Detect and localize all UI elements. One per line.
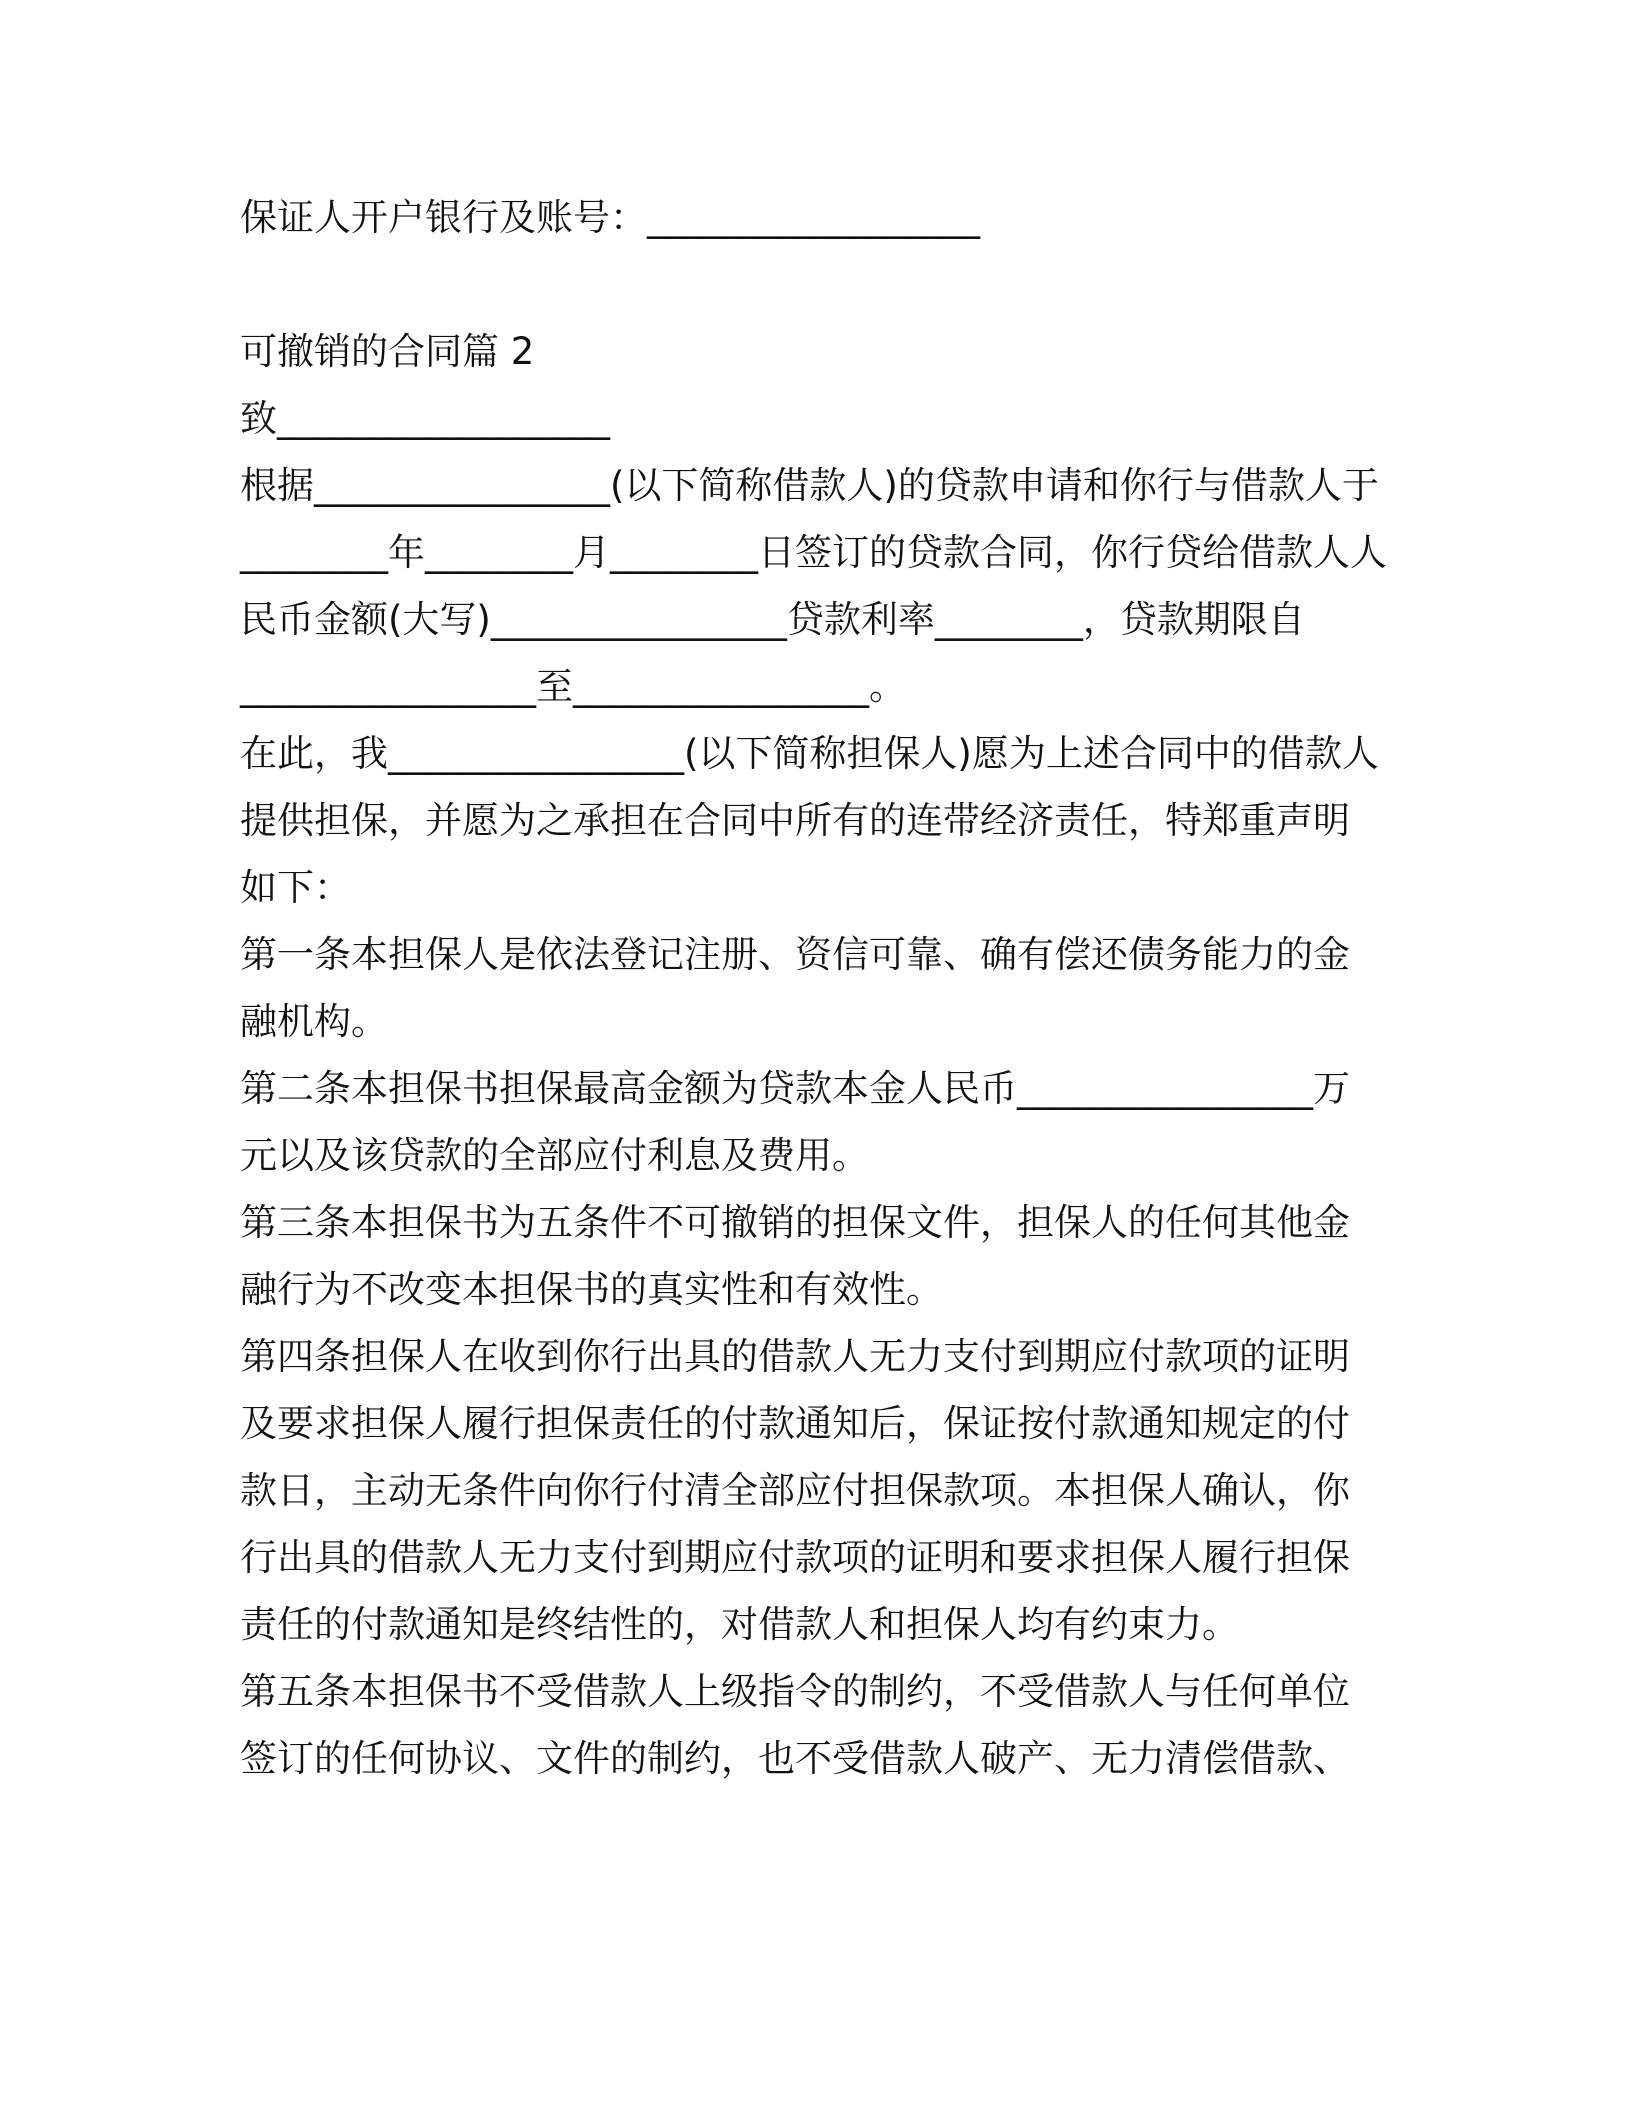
body-line: 行出具的借款人无力支付到期应付款项的证明和要求担保人履行担保	[240, 1536, 1350, 1579]
body-line: 第三条本担保书为五条件不可撤销的担保文件，担保人的任何其他金	[240, 1201, 1350, 1244]
guarantor-account-line: 保证人开户银行及账号：__________________	[240, 196, 980, 239]
body-line: 民币金额(大写)________________贷款利率________，贷款期限自	[240, 598, 1305, 641]
body-line: 第二条本担保书担保最高金额为贷款本金人民币________________万	[240, 1067, 1350, 1110]
body-line: 提供担保，并愿为之承担在合同中所有的连带经济责任，特郑重声明	[240, 799, 1350, 842]
body-line: ________年________月________日签订的贷款合同，你行贷给借款人人	[240, 531, 1387, 574]
body-line: 致__________________	[240, 397, 610, 440]
body-line: 融机构。	[240, 1000, 388, 1043]
body-line: 如下：	[240, 866, 351, 909]
section-title: 可撤销的合同篇 2	[240, 330, 535, 373]
body-line: 及要求担保人履行担保责任的付款通知后，保证按付款通知规定的付	[240, 1402, 1350, 1445]
body-line: 责任的付款通知是终结性的，对借款人和担保人均有约束力。	[240, 1603, 1239, 1646]
body-line: ________________至________________。	[240, 665, 906, 708]
body-line: 第一条本担保人是依法登记注册、资信可靠、确有偿还债务能力的金	[240, 933, 1350, 976]
body-line: 签订的任何协议、文件的制约，也不受借款人破产、无力清偿借款、	[240, 1737, 1350, 1780]
body-line: 在此，我________________(以下简称担保人)愿为上述合同中的借款人	[240, 732, 1379, 775]
body-line: 融行为不改变本担保书的真实性和有效性。	[240, 1268, 943, 1311]
body-line: 根据________________(以下简称借款人)的贷款申请和你行与借款人于	[240, 464, 1379, 507]
body-line: 第四条担保人在收到你行出具的借款人无力支付到期应付款项的证明	[240, 1335, 1350, 1378]
body-line: 款日，主动无条件向你行付清全部应付担保款项。本担保人确认，你	[240, 1469, 1350, 1512]
body-line: 元以及该贷款的全部应付利息及费用。	[240, 1134, 869, 1177]
body-line: 第五条本担保书不受借款人上级指令的制约，不受借款人与任何单位	[240, 1670, 1350, 1713]
